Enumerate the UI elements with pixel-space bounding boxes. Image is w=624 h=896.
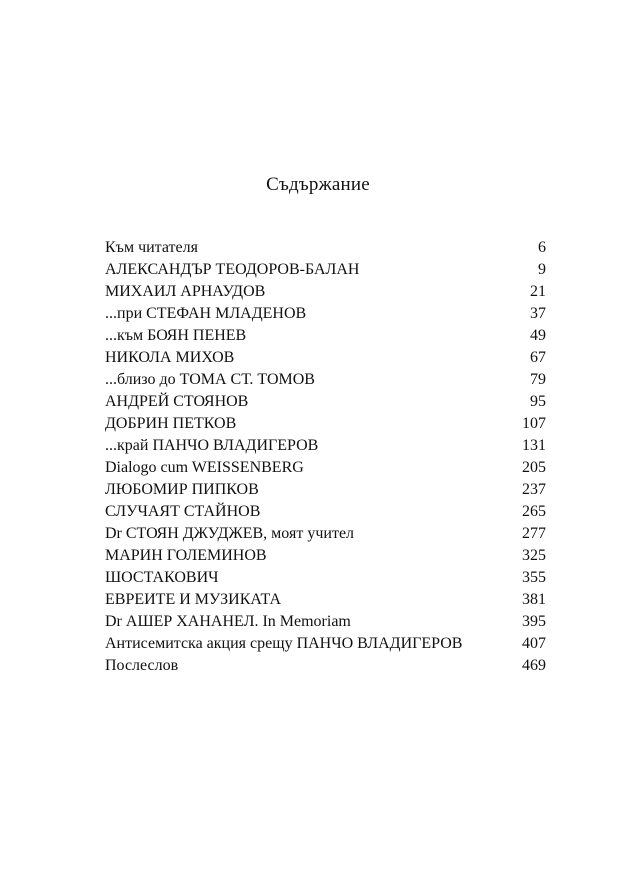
toc-entry-title: ...близо до ТОМА СТ. ТОМОВ	[105, 371, 315, 388]
toc-entry	[105, 633, 546, 655]
toc-entry-title: Послеслов	[105, 657, 179, 674]
toc-entry	[105, 589, 546, 611]
toc-entry	[105, 457, 546, 479]
toc-entry	[105, 655, 546, 677]
toc-entry	[105, 369, 546, 391]
toc-entry-title: Dr СТОЯН ДЖУДЖЕВ, моят учител	[105, 525, 355, 542]
toc-entry-title: ЕВРЕИТЕ И МУЗИКАТА	[105, 591, 282, 608]
toc-entry-page: 265	[522, 503, 546, 520]
toc-heading: Съдържание	[266, 174, 370, 195]
toc-entry	[105, 501, 546, 523]
toc-entry-page: 407	[522, 635, 546, 652]
toc-entry-title: СЛУЧАЯТ СТАЙНОВ	[105, 503, 261, 520]
toc-entry	[105, 435, 546, 457]
toc-entry	[105, 347, 546, 369]
toc-entry-title: Dr АШЕР ХАНАНЕЛ. In Memoriam	[105, 613, 351, 630]
toc-entry-page: 395	[522, 613, 546, 630]
toc-entry-page: 9	[538, 261, 546, 278]
toc-entry	[105, 523, 546, 545]
toc-entry	[105, 413, 546, 435]
toc-entry-page: 237	[522, 481, 546, 498]
toc-entry-title: МАРИН ГОЛЕМИНОВ	[105, 547, 267, 564]
toc-entry-title: ШОСТАКОВИЧ	[105, 569, 219, 586]
toc-entry-page: 277	[522, 525, 546, 542]
toc-entry-title: Антисемитска акция срещу ПАНЧО ВЛАДИГЕРОВ	[105, 635, 463, 652]
toc-entry	[105, 545, 546, 567]
toc-entry-page: 21	[530, 283, 546, 300]
toc-entry-page: 6	[538, 239, 546, 256]
toc-entry-page: 49	[530, 327, 546, 344]
toc-entry-page: 469	[522, 657, 546, 674]
toc-entry-page: 67	[530, 349, 546, 366]
toc-entry	[105, 611, 546, 633]
toc-entry-title: Към читателя	[105, 239, 198, 256]
toc-entry-page: 37	[530, 305, 546, 322]
toc-entry-title: ЛЮБОМИР ПИПКОВ	[105, 481, 259, 498]
toc-entry-title: АНДРЕЙ СТОЯНОВ	[105, 393, 249, 410]
toc-entry	[105, 567, 546, 589]
toc-entry-title: МИХАИЛ АРНАУДОВ	[105, 283, 266, 300]
toc-list	[105, 237, 546, 677]
toc-entry	[105, 325, 546, 347]
toc-entry	[105, 303, 546, 325]
toc-entry-page: 79	[530, 371, 546, 388]
toc-entry-page: 107	[522, 415, 546, 432]
toc-entry-title: Dialogo cum WEISSENBERG	[105, 459, 304, 476]
toc-entry	[105, 479, 546, 501]
toc-entry	[105, 391, 546, 413]
toc-entry-title: ...при СТЕФАН МЛАДЕНОВ	[105, 305, 307, 322]
toc-entry-title: ...към БОЯН ПЕНЕВ	[105, 327, 247, 344]
toc-entry	[105, 281, 546, 303]
toc-entry-title: ДОБРИН ПЕТКОВ	[105, 415, 237, 432]
toc-entry-page: 325	[522, 547, 546, 564]
toc-entry-title: АЛЕКСАНДЪР ТЕОДОРОВ-БАЛАН	[105, 261, 360, 278]
toc-entry-title: НИКОЛА МИХОВ	[105, 349, 235, 366]
toc-entry-page: 131	[522, 437, 546, 454]
toc-entry-page: 355	[522, 569, 546, 586]
toc-entry-page: 95	[530, 393, 546, 410]
toc-entry-page: 205	[522, 459, 546, 476]
toc-entry-title: ...край ПАНЧО ВЛАДИГЕРОВ	[105, 437, 319, 454]
toc-entry-page: 381	[522, 591, 546, 608]
toc-entry	[105, 237, 546, 259]
toc-entry	[105, 259, 546, 281]
